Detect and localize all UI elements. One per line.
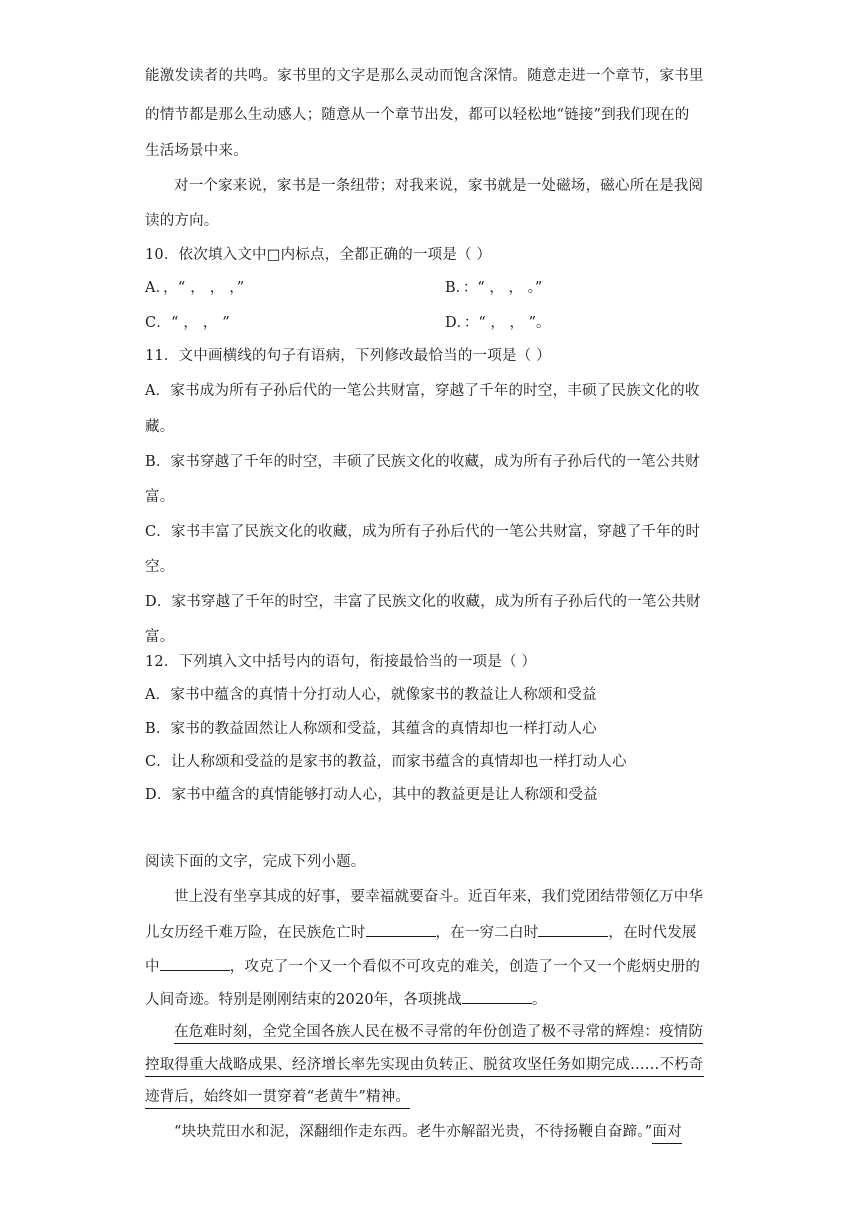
passage-line: [174, 1122, 720, 1142]
question-11-stem: 11．文中画横线的句子有语病，下列修改最恰当的一项是（ ）: [145, 348, 551, 364]
q11-option-c-cont: 空。: [145, 559, 175, 575]
passage-line: 的情节都是那么生动感人；随意从一个章节出发，都可以轻松地“链接”到我们现在的: [145, 107, 690, 123]
q12-option-a: A．家书中蕴含的真情十分打动人心，就像家书的教益让人称颂和受益: [145, 687, 597, 703]
q12-option-c: C．让人称颂和受益的是家书的教益，而家书蕴含的真情却也一样打动人心: [145, 754, 627, 770]
passage-line: 世上没有坐享其成的好事，要幸福就要奋斗。近百年来，我们党团结带领亿万中华: [174, 889, 704, 905]
underlined-sentence: 在危难时刻，全党全国各族人民在极不寻常的年份创造了极不寻常的辉煌：疫情防: [174, 1022, 720, 1042]
q12-option-b: B．家书的教益固然让人称颂和受益，其蕴含的真情却也一样打动人心: [145, 721, 597, 737]
q11-option-a-cont: 藏。: [145, 419, 175, 435]
q11-option-b-cont: 富。: [145, 489, 175, 505]
underlined-sentence: 控取得重大战略成果、经济增长率先实现由负转正、脱贫攻坚任务如期完成……不朽奇: [145, 1055, 720, 1075]
reading-instruction: 阅读下面的文字，完成下列小题。: [145, 854, 366, 870]
q11-option-c: C．家书丰富了民族文化的收藏，成为所有子孙后代的一笔公共财富，穿越了千年的时: [145, 524, 701, 540]
q11-option-b: B．家书穿越了千年的时空，丰硕了民族文化的收藏，成为所有子孙后代的一笔公共财: [145, 454, 700, 470]
fill-blank-2: [538, 922, 608, 937]
question-10-stem: 10．依次填入文中□内标点，全都正确的一项是（ ）: [145, 247, 492, 263]
passage-text: ，在时代发展: [608, 925, 697, 941]
passage-text: 人间奇迹。特别是刚刚结束的2020年，各项挑战: [145, 992, 462, 1008]
q10-option-b: B．：“ ， ， 。”: [445, 280, 543, 296]
passage-line: [145, 956, 720, 977]
passage-line: 生活场景中来。: [145, 143, 248, 159]
passage-line: 能激发读者的共鸣。家书里的文字是那么灵动而饱含深情。随意走进一个章节，家书里: [145, 68, 704, 84]
passage-text: “块块荒田水和泥，深翻细作走东西。老牛亦解韶光贵，不待扬鞭自奋蹄。”: [174, 1124, 653, 1140]
fill-blank-1: [366, 922, 436, 937]
fill-blank-3: [160, 956, 230, 971]
passage-line: [145, 922, 720, 943]
passage-text: 中: [145, 959, 160, 975]
q10-option-d: D．：“ ， ， ”。: [445, 315, 551, 331]
q12-option-d: D．家书中蕴含的真情能够打动人心，其中的教益更是让人称颂和受益: [145, 787, 598, 803]
passage-text: 。: [532, 992, 547, 1008]
passage-text: 儿女历经千难万险，在民族危亡时: [145, 925, 366, 941]
passage-text: ，攻克了一个又一个看似不可攻克的难关，创造了一个又一个彪炳史册的: [229, 959, 701, 975]
underlined-sentence: 迹背后，始终如一贯穿着“老黄牛”精神。: [145, 1087, 720, 1107]
passage-line: 读的方向。: [145, 213, 219, 229]
q11-option-a: A．家书成为所有子孙后代的一笔公共财富，穿越了千年的时空，丰硕了民族文化的收: [145, 383, 700, 399]
passage-line: [145, 989, 720, 1010]
q11-option-d-cont: 富。: [145, 629, 175, 645]
q11-option-d: D．家书穿越了千年的时空，丰富了民族文化的收藏，成为所有子孙后代的一笔公共财: [145, 594, 701, 610]
q10-option-a: A．，“ ， ， ，”: [145, 280, 245, 296]
q10-option-c: C．“ ， ， ”: [145, 315, 231, 331]
question-12-stem: 12．下列填入文中括号内的语句，衔接最恰当的一项是（ ）: [145, 654, 537, 670]
fill-blank-4: [462, 989, 532, 1004]
passage-line: 对一个家来说，家书是一条纽带；对我来说，家书就是一处磁场，磁心所在是我阅: [174, 178, 704, 194]
passage-text: ，在一穷二白时: [435, 925, 539, 941]
underlined-text: 面对: [652, 1124, 681, 1144]
